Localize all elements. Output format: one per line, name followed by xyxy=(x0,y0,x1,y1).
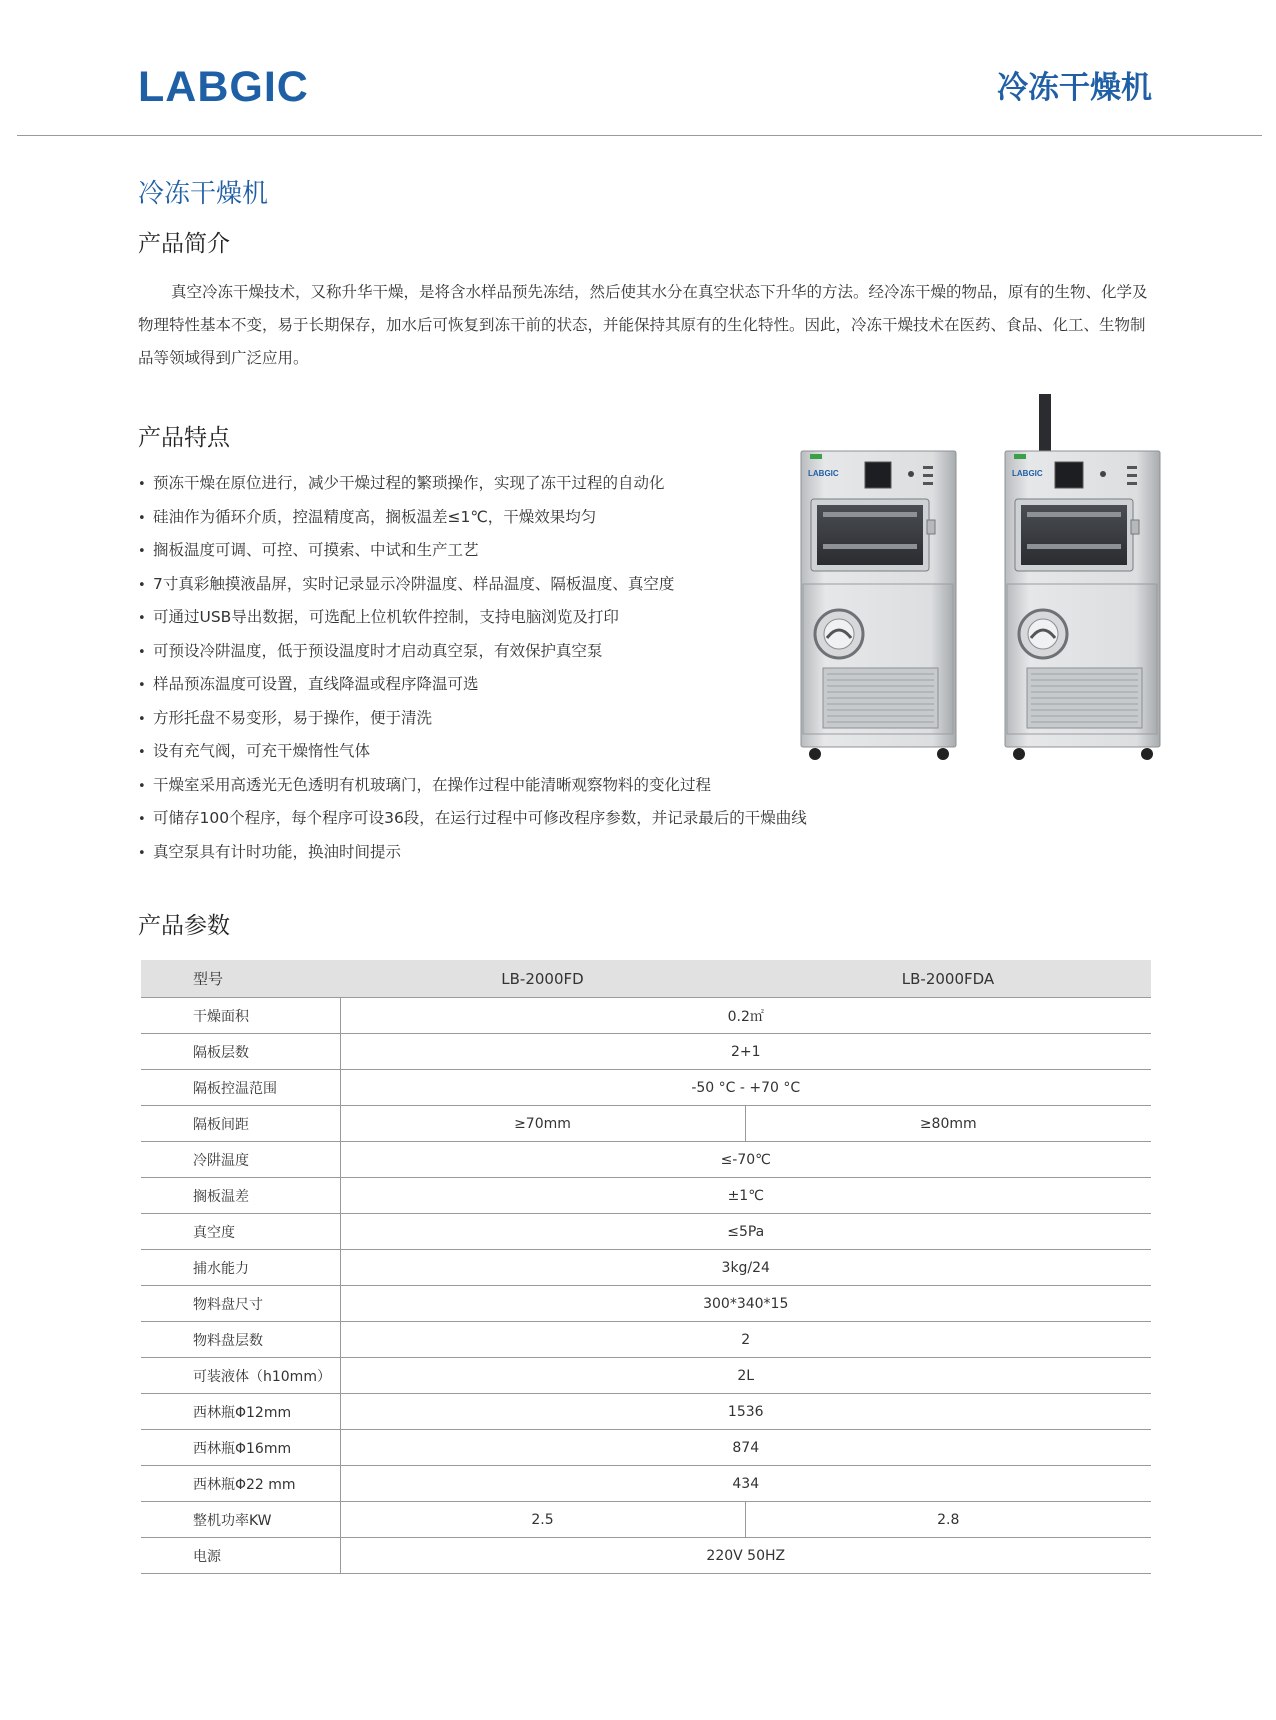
row-label: 物料盘尺寸 xyxy=(141,1286,340,1322)
row-value-b: 2.8 xyxy=(745,1502,1151,1538)
table-row xyxy=(141,1178,1151,1214)
header-model-b: LB-2000FDA xyxy=(745,960,1151,998)
table-row xyxy=(141,1394,1151,1430)
bullet: • xyxy=(138,812,146,827)
feature-text: 7寸真彩触摸液晶屏，实时记录显示冷阱温度、样品温度、隔板温度、真空度 xyxy=(153,574,675,593)
header-model-label: 型号 xyxy=(141,960,340,998)
table-row xyxy=(141,1466,1151,1502)
feature-text: 可通过USB导出数据，可选配上位机软件控制，支持电脑浏览及打印 xyxy=(153,608,619,626)
feature-text: 可储存100个程序，每个程序可设36段，在运行过程中可修改程序参数，并记录最后的干燥曲线 xyxy=(153,809,807,827)
feature-item xyxy=(138,668,858,702)
bullet: • xyxy=(138,644,146,660)
row-value-b: ≥80mm xyxy=(745,1106,1151,1142)
row-label: 电源 xyxy=(141,1538,340,1574)
brand-logo: LABGIC xyxy=(138,63,309,111)
freeze-dryer-b xyxy=(1005,394,1160,760)
touch-screen xyxy=(1055,462,1083,488)
feature-item xyxy=(138,467,858,501)
bullet: • xyxy=(138,678,146,693)
feature-text: 真空泵具有计时功能，换油时间提示 xyxy=(153,842,402,861)
table-row xyxy=(141,1286,1151,1322)
row-label: 西林瓶Φ12mm xyxy=(141,1394,340,1430)
row-label: 捕水能力 xyxy=(141,1250,340,1286)
row-value: 0.2㎡ xyxy=(340,998,1151,1034)
table-row xyxy=(141,1538,1151,1574)
row-value: 220V 50HZ xyxy=(340,1538,1151,1574)
row-label: 可装液体（h10mm） xyxy=(141,1358,340,1394)
header-divider xyxy=(17,135,1262,136)
product-image xyxy=(793,394,1163,774)
table-row xyxy=(141,1034,1151,1070)
row-value: 2+1 xyxy=(340,1034,1151,1070)
table-row xyxy=(141,1430,1151,1466)
row-value: ≤5Pa xyxy=(340,1214,1151,1250)
bullet: • xyxy=(138,711,146,727)
bullet: • xyxy=(138,577,146,593)
feature-text: 预冻干燥在原位进行，减少干燥过程的繁琐操作，实现了冻干过程的自动化 xyxy=(153,474,665,492)
row-label: 物料盘层数 xyxy=(141,1322,340,1358)
row-value: -50 °C - +70 °C xyxy=(340,1070,1151,1106)
table-row xyxy=(141,1106,1151,1142)
feature-item xyxy=(138,635,858,669)
row-label: 搁板温差 xyxy=(141,1178,340,1214)
row-value: 3kg/24 xyxy=(340,1250,1151,1286)
row-value: ≤-70℃ xyxy=(340,1142,1151,1178)
feature-item xyxy=(138,769,858,803)
table-row xyxy=(141,1250,1151,1286)
bullet: • xyxy=(138,845,146,861)
table-row xyxy=(141,1322,1151,1358)
features-heading: 产品特点 xyxy=(138,425,230,451)
row-label: 隔板间距 xyxy=(141,1106,340,1142)
row-value: ±1℃ xyxy=(340,1178,1151,1214)
feature-item xyxy=(138,702,858,736)
feature-text: 可预设冷阱温度，低于预设温度时才启动真空泵，有效保护真空泵 xyxy=(153,641,603,660)
table-row xyxy=(141,1214,1151,1250)
row-label: 隔板控温范围 xyxy=(141,1070,340,1106)
bullet: • xyxy=(138,510,146,526)
table-row xyxy=(141,1358,1151,1394)
machine-logo: LABGIC xyxy=(808,469,839,478)
row-label: 整机功率KW xyxy=(141,1502,340,1538)
row-value: 2L xyxy=(340,1358,1151,1394)
bullet: • xyxy=(138,745,146,760)
bullet: • xyxy=(138,611,146,626)
row-value: 2 xyxy=(340,1322,1151,1358)
specs-heading: 产品参数 xyxy=(138,913,230,939)
feature-text: 设有充气阀，可充干燥惰性气体 xyxy=(153,742,371,760)
feature-item xyxy=(138,568,858,602)
row-value: 434 xyxy=(340,1466,1151,1502)
page-title: 冷冻干燥机 xyxy=(138,179,269,209)
feature-text: 干燥室采用高透光无色透明有机玻璃门，在操作过程中能清晰观察物料的变化过程 xyxy=(153,775,712,794)
table-row xyxy=(141,1142,1151,1178)
features-list xyxy=(138,467,858,869)
feature-item xyxy=(138,501,858,535)
feature-text: 硅油作为循环介质，控温精度高，搁板温差≤1℃，干燥效果均匀 xyxy=(153,507,597,526)
intro-paragraph: 真空冷冻干燥技术，又称升华干燥，是将含水样品预先冻结，然后使其水分在真空状态下升华的方法。经冷冻干燥的物品，原有的生物、化学及物理特性基本不变，易于长期保存，加水后可恢复到冻干前的状态，并能保持其原有的生化特性。因此，冷冻干燥技术在医药、食品、化工、生物制品等领域得到广泛应用。 xyxy=(138,283,1148,367)
feature-text: 方形托盘不易变形，易于操作，便于清洗 xyxy=(153,708,433,727)
table-row xyxy=(141,1502,1151,1538)
bullet: • xyxy=(138,778,146,794)
bullet: • xyxy=(138,544,146,559)
table-row xyxy=(141,1070,1151,1106)
spec-table xyxy=(141,960,1151,1574)
freeze-dryer-a xyxy=(801,451,956,760)
intro-heading: 产品简介 xyxy=(138,231,230,257)
feature-item xyxy=(138,836,858,870)
row-value-a: ≥70mm xyxy=(340,1106,745,1142)
feature-text: 样品预冻温度可设置，直线降温或程序降温可选 xyxy=(153,675,479,693)
feature-text: 搁板温度可调、可控、可摸索、中试和生产工艺 xyxy=(153,541,479,559)
row-label: 干燥面积 xyxy=(141,998,340,1034)
feature-item xyxy=(138,735,858,769)
row-label: 西林瓶Φ22 mm xyxy=(141,1466,340,1502)
feature-item xyxy=(138,601,858,635)
row-label: 冷阱温度 xyxy=(141,1142,340,1178)
header-title: 冷冻干燥机 xyxy=(997,70,1152,106)
table-row xyxy=(141,998,1151,1034)
row-value: 1536 xyxy=(340,1394,1151,1430)
feature-item xyxy=(138,802,858,836)
feature-item xyxy=(138,534,858,568)
row-value-a: 2.5 xyxy=(340,1502,745,1538)
row-value: 874 xyxy=(340,1430,1151,1466)
bullet: • xyxy=(138,477,146,492)
exhaust-pipe xyxy=(1039,394,1051,452)
row-label: 西林瓶Φ16mm xyxy=(141,1430,340,1466)
touch-screen xyxy=(865,462,891,488)
machine-logo: LABGIC xyxy=(1012,469,1043,478)
row-value: 300*340*15 xyxy=(340,1286,1151,1322)
row-label: 隔板层数 xyxy=(141,1034,340,1070)
row-label: 真空度 xyxy=(141,1214,340,1250)
table-header-row xyxy=(141,960,1151,998)
header-model-a: LB-2000FD xyxy=(340,960,745,998)
